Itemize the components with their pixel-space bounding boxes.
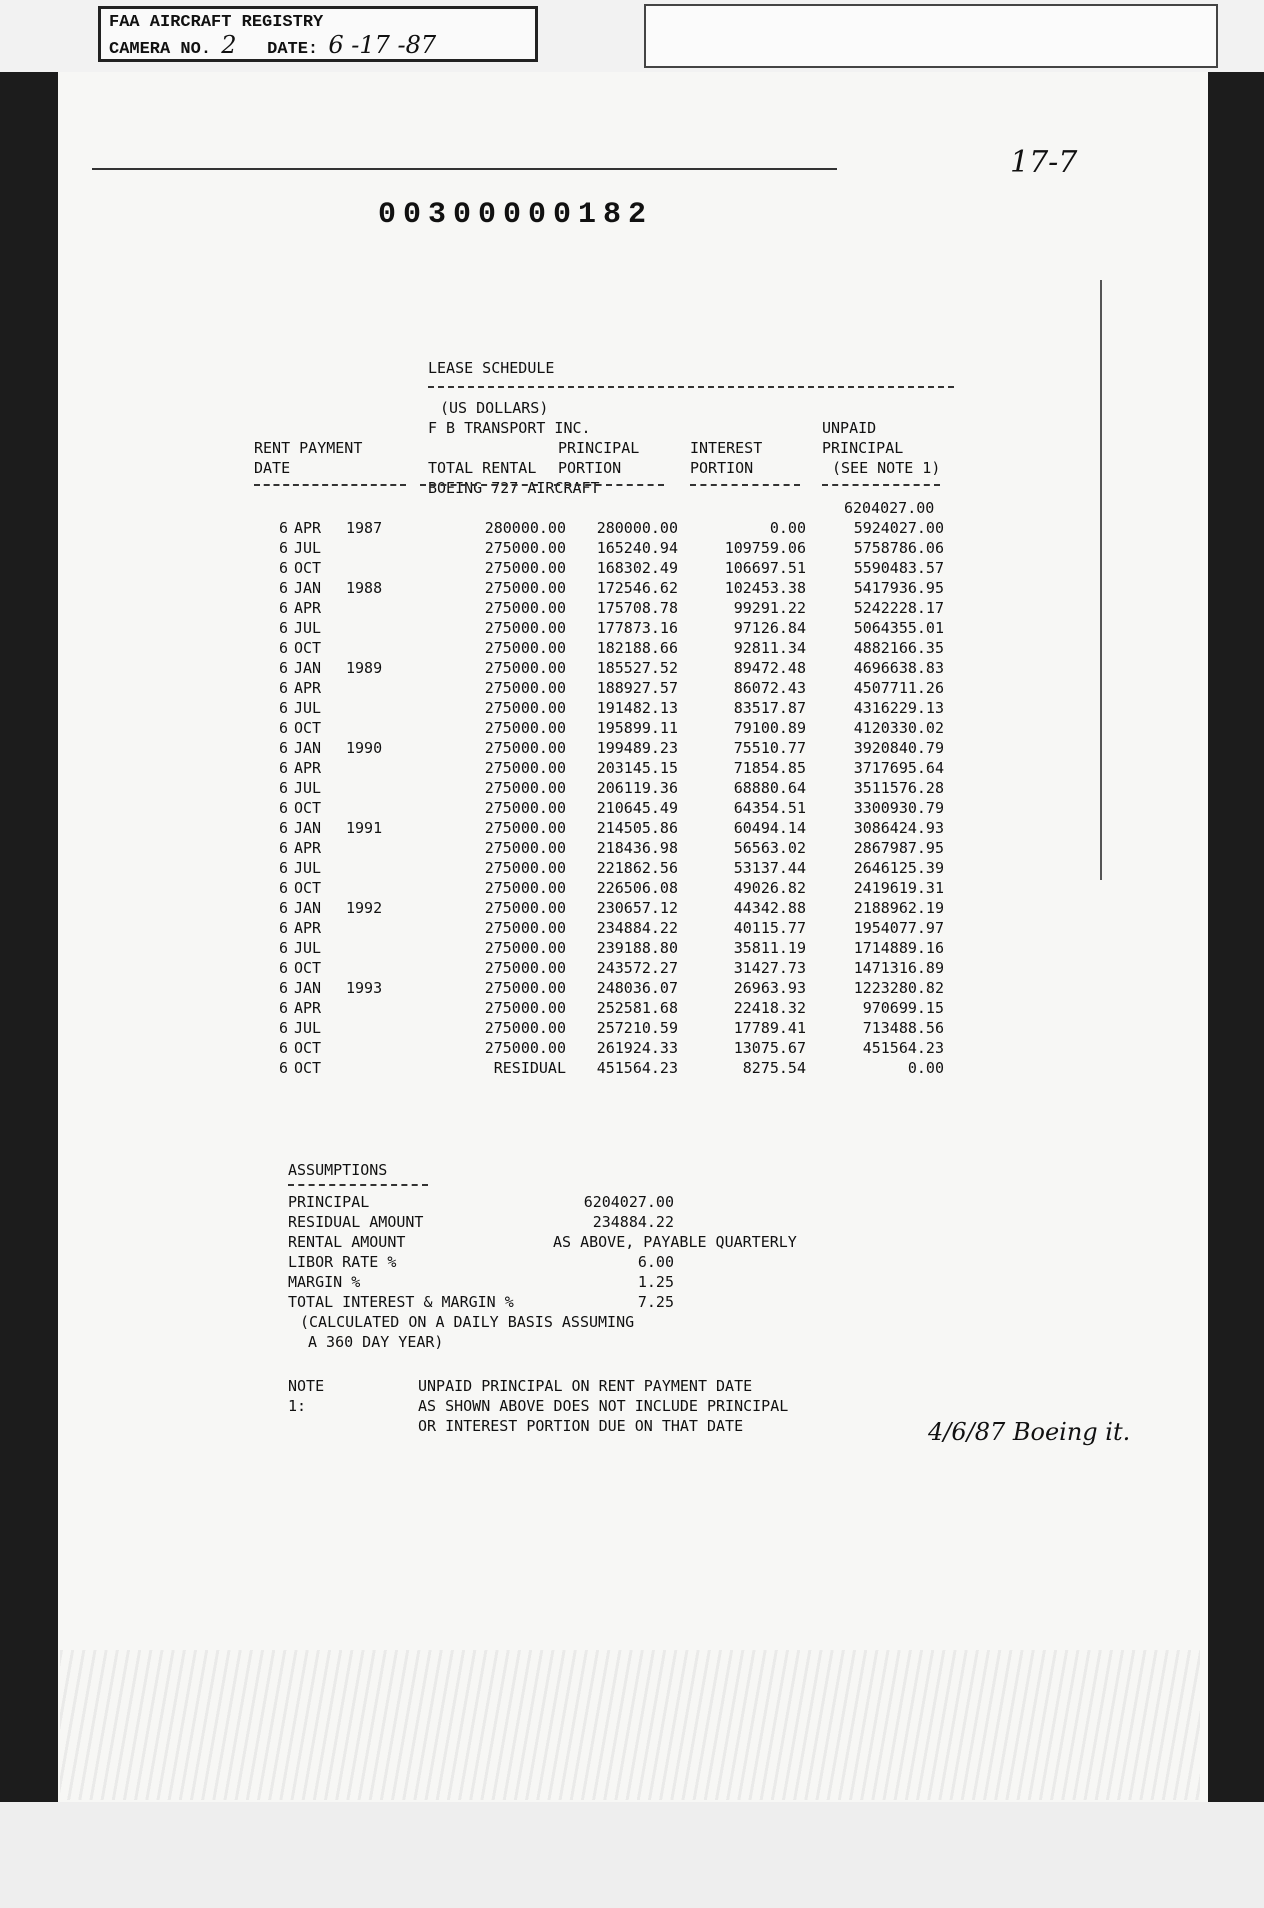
principal-portion: 280000.00 bbox=[596, 519, 678, 537]
interest-portion: 8275.54 bbox=[742, 1059, 806, 1077]
payment-day: 6 bbox=[278, 779, 288, 797]
total-rental: 275000.00 bbox=[484, 979, 566, 997]
total-rental: RESIDUAL bbox=[493, 1059, 566, 1077]
unpaid-principal: 5242228.17 bbox=[853, 599, 944, 617]
payment-month: APR bbox=[294, 599, 322, 617]
unpaid-principal: 1714889.16 bbox=[853, 939, 944, 957]
payment-day: 6 bbox=[278, 979, 288, 997]
payment-month: JUL bbox=[294, 1019, 322, 1037]
payment-year: 1987 bbox=[346, 519, 383, 537]
payment-month: OCT bbox=[294, 1059, 322, 1077]
payment-year: 1988 bbox=[346, 579, 383, 597]
payment-month: APR bbox=[294, 679, 322, 697]
total-rental: 275000.00 bbox=[484, 1019, 566, 1037]
payment-month: APR bbox=[294, 839, 322, 857]
unpaid-principal: 3300930.79 bbox=[853, 799, 944, 817]
interest-portion: 22418.32 bbox=[733, 999, 806, 1017]
principal-portion: 188927.57 bbox=[596, 679, 678, 697]
principal-portion: 185527.52 bbox=[596, 659, 678, 677]
header-unpaid-1: UNPAID bbox=[822, 419, 877, 437]
principal-portion: 214505.86 bbox=[596, 819, 678, 837]
unpaid-principal: 4507711.26 bbox=[853, 679, 944, 697]
interest-portion: 92811.34 bbox=[733, 639, 806, 657]
unpaid-principal: 1471316.89 bbox=[853, 959, 944, 977]
payment-month: JUL bbox=[294, 779, 322, 797]
unpaid-principal: 2419619.31 bbox=[853, 879, 944, 897]
total-rental: 275000.00 bbox=[484, 819, 566, 837]
assumption-row bbox=[288, 1292, 674, 1312]
unpaid-principal: 4120330.02 bbox=[853, 719, 944, 737]
unpaid-principal: 2646125.39 bbox=[853, 859, 944, 877]
payment-month: JUL bbox=[294, 699, 322, 717]
payment-day: 6 bbox=[278, 839, 288, 857]
payment-month: APR bbox=[294, 759, 322, 777]
rule-unpaid bbox=[822, 484, 940, 486]
interest-portion: 56563.02 bbox=[733, 839, 806, 857]
assumption-row bbox=[288, 1212, 674, 1232]
principal-portion: 172546.62 bbox=[596, 579, 678, 597]
assumptions-rule bbox=[288, 1184, 428, 1188]
payment-month: JAN bbox=[294, 979, 322, 997]
note-line: OR INTEREST PORTION DUE ON THAT DATE bbox=[418, 1417, 744, 1435]
assumption-value: 6.00 bbox=[637, 1253, 674, 1271]
payment-day: 6 bbox=[278, 639, 288, 657]
total-rental: 275000.00 bbox=[484, 899, 566, 917]
principal-portion: 206119.36 bbox=[596, 779, 678, 797]
payment-month: OCT bbox=[294, 879, 322, 897]
payment-year: 1989 bbox=[346, 659, 383, 677]
handwritten-corner-note: 17-7 bbox=[1010, 145, 1078, 180]
total-rental: 275000.00 bbox=[484, 679, 566, 697]
assumption-value: 7.25 bbox=[637, 1293, 674, 1311]
interest-portion: 106697.51 bbox=[724, 559, 806, 577]
principal-portion: 239188.80 bbox=[596, 939, 678, 957]
total-rental: 275000.00 bbox=[484, 959, 566, 977]
total-rental: 275000.00 bbox=[484, 799, 566, 817]
payment-day: 6 bbox=[278, 759, 288, 777]
note-line: AS SHOWN ABOVE DOES NOT INCLUDE PRINCIPAL bbox=[418, 1397, 789, 1415]
assumption-row bbox=[288, 1272, 674, 1292]
unpaid-principal: 3717695.64 bbox=[853, 759, 944, 777]
total-rental: 280000.00 bbox=[484, 519, 566, 537]
assumption-label: PRINCIPAL bbox=[288, 1193, 370, 1211]
interest-portion: 0.00 bbox=[769, 519, 806, 537]
interest-portion: 109759.06 bbox=[724, 539, 806, 557]
interest-portion: 79100.89 bbox=[733, 719, 806, 737]
payment-day: 6 bbox=[278, 879, 288, 897]
unpaid-principal: 4882166.35 bbox=[853, 639, 944, 657]
payment-month: APR bbox=[294, 519, 322, 537]
interest-portion: 17789.41 bbox=[733, 1019, 806, 1037]
payment-month: OCT bbox=[294, 639, 322, 657]
principal-portion: 451564.23 bbox=[596, 1059, 678, 1077]
assumption-value: 1.25 bbox=[637, 1273, 674, 1291]
bottom-strip bbox=[0, 1802, 1264, 1908]
interest-portion: 53137.44 bbox=[733, 859, 806, 877]
total-rental: 275000.00 bbox=[484, 719, 566, 737]
payment-month: OCT bbox=[294, 719, 322, 737]
note-label: NOTE 1: bbox=[288, 1377, 325, 1415]
schedule-title: LEASE SCHEDULE bbox=[428, 359, 555, 377]
header-total-rental: TOTAL RENTAL bbox=[428, 459, 537, 477]
camera-label: CAMERA NO. bbox=[109, 40, 212, 59]
assumption-row bbox=[288, 1232, 797, 1252]
total-rental: 275000.00 bbox=[484, 839, 566, 857]
payment-day: 6 bbox=[278, 919, 288, 937]
total-rental: 275000.00 bbox=[484, 619, 566, 637]
payment-day: 6 bbox=[278, 1019, 288, 1037]
principal-portion: 221862.56 bbox=[596, 859, 678, 877]
unpaid-principal: 2188962.19 bbox=[853, 899, 944, 917]
unpaid-principal: 4316229.13 bbox=[853, 699, 944, 717]
header-unpaid-3: (SEE NOTE 1) bbox=[832, 459, 941, 477]
total-rental: 275000.00 bbox=[484, 879, 566, 897]
principal-portion: 261924.33 bbox=[596, 1039, 678, 1057]
document-number: 00300000182 bbox=[378, 198, 654, 232]
unpaid-principal: 3920840.79 bbox=[853, 739, 944, 757]
total-rental: 275000.00 bbox=[484, 579, 566, 597]
payment-month: JAN bbox=[294, 579, 322, 597]
currency-label: (US DOLLARS) bbox=[440, 399, 549, 417]
payment-month: JUL bbox=[294, 859, 322, 877]
assumption-label: LIBOR RATE % bbox=[288, 1253, 397, 1271]
total-rental: 275000.00 bbox=[484, 859, 566, 877]
unpaid-principal: 2867987.95 bbox=[853, 839, 944, 857]
total-rental: 275000.00 bbox=[484, 559, 566, 577]
principal-portion: 210645.49 bbox=[596, 799, 678, 817]
total-rental: 275000.00 bbox=[484, 939, 566, 957]
principal-portion: 191482.13 bbox=[596, 699, 678, 717]
total-rental: 275000.00 bbox=[484, 739, 566, 757]
payment-month: JUL bbox=[294, 939, 322, 957]
header-interest-1: INTEREST bbox=[690, 439, 763, 457]
payment-month: APR bbox=[294, 919, 322, 937]
total-rental: 275000.00 bbox=[484, 599, 566, 617]
rule-interest bbox=[690, 484, 800, 486]
payment-year: 1991 bbox=[346, 819, 383, 837]
assumption-value: AS ABOVE, PAYABLE QUARTERLY bbox=[553, 1233, 797, 1251]
payment-day: 6 bbox=[278, 679, 288, 697]
payment-day: 6 bbox=[278, 939, 288, 957]
principal-portion: 230657.12 bbox=[596, 899, 678, 917]
assumption-label: MARGIN % bbox=[288, 1273, 361, 1291]
unpaid-principal: 3086424.93 bbox=[853, 819, 944, 837]
stamp-camera-line bbox=[109, 31, 527, 61]
payment-month: APR bbox=[294, 999, 322, 1017]
payment-day: 6 bbox=[278, 1059, 288, 1077]
rule-total bbox=[420, 484, 538, 486]
payment-month: JAN bbox=[294, 899, 322, 917]
stamp-date: 6 -17 -87 bbox=[328, 31, 437, 59]
schedule-company: F B TRANSPORT INC. bbox=[428, 419, 591, 437]
payment-month: JAN bbox=[294, 739, 322, 757]
date-label: DATE: bbox=[267, 40, 319, 59]
total-rental: 275000.00 bbox=[484, 659, 566, 677]
payment-day: 6 bbox=[278, 539, 288, 557]
assumption-value: 6204027.00 bbox=[583, 1193, 674, 1211]
interest-portion: 60494.14 bbox=[733, 819, 806, 837]
principal-portion: 203145.15 bbox=[596, 759, 678, 777]
page-edge-line bbox=[92, 168, 837, 170]
interest-portion: 97126.84 bbox=[733, 619, 806, 637]
interest-portion: 86072.43 bbox=[733, 679, 806, 697]
payment-month: OCT bbox=[294, 559, 322, 577]
payment-month: JAN bbox=[294, 659, 322, 677]
unpaid-principal: 3511576.28 bbox=[853, 779, 944, 797]
interest-portion: 44342.88 bbox=[733, 899, 806, 917]
unpaid-principal: 713488.56 bbox=[862, 1019, 944, 1037]
unpaid-principal: 5417936.95 bbox=[853, 579, 944, 597]
registry-stamp bbox=[98, 6, 538, 62]
interest-portion: 31427.73 bbox=[733, 959, 806, 977]
payment-month: JUL bbox=[294, 619, 322, 637]
total-rental: 275000.00 bbox=[484, 639, 566, 657]
assumption-label: RESIDUAL AMOUNT bbox=[288, 1213, 424, 1231]
header-principal-1: PRINCIPAL bbox=[558, 439, 640, 457]
payment-day: 6 bbox=[278, 559, 288, 577]
payment-day: 6 bbox=[278, 819, 288, 837]
payment-day: 6 bbox=[278, 1039, 288, 1057]
payment-month: OCT bbox=[294, 959, 322, 977]
assumption-row bbox=[288, 1252, 674, 1272]
handwritten-signature: 4/6/87 Boeing it. bbox=[928, 1418, 1131, 1446]
interest-portion: 102453.38 bbox=[724, 579, 806, 597]
scan-noise bbox=[60, 1650, 1200, 1800]
header-principal-2: PORTION bbox=[558, 459, 622, 477]
payment-month: OCT bbox=[294, 1039, 322, 1057]
total-rental: 275000.00 bbox=[484, 539, 566, 557]
calc-note-2: A 360 DAY YEAR) bbox=[308, 1333, 444, 1351]
principal-portion: 218436.98 bbox=[596, 839, 678, 857]
camera-number: 2 bbox=[221, 31, 237, 59]
total-rental: 275000.00 bbox=[484, 699, 566, 717]
payment-day: 6 bbox=[278, 739, 288, 757]
principal-portion: 257210.59 bbox=[596, 1019, 678, 1037]
principal-portion: 199489.23 bbox=[596, 739, 678, 757]
principal-portion: 226506.08 bbox=[596, 879, 678, 897]
payment-year: 1993 bbox=[346, 979, 383, 997]
unpaid-principal: 970699.15 bbox=[862, 999, 944, 1017]
principal-portion: 234884.22 bbox=[596, 919, 678, 937]
header-unpaid-2: PRINCIPAL bbox=[822, 439, 904, 457]
opening-balance: 6204027.00 bbox=[844, 499, 935, 517]
assumption-row bbox=[288, 1192, 674, 1212]
payment-day: 6 bbox=[278, 659, 288, 677]
header-rent-1: RENT PAYMENT bbox=[254, 439, 363, 457]
total-rental: 275000.00 bbox=[484, 919, 566, 937]
interest-portion: 64354.51 bbox=[733, 799, 806, 817]
payment-month: JAN bbox=[294, 819, 322, 837]
assumptions-heading: ASSUMPTIONS bbox=[288, 1161, 388, 1179]
payment-day: 6 bbox=[278, 719, 288, 737]
blank-stamp-box bbox=[644, 4, 1218, 68]
unpaid-principal: 451564.23 bbox=[862, 1039, 944, 1057]
assumption-label: RENTAL AMOUNT bbox=[288, 1233, 406, 1251]
payment-day: 6 bbox=[278, 579, 288, 597]
interest-portion: 49026.82 bbox=[733, 879, 806, 897]
interest-portion: 83517.87 bbox=[733, 699, 806, 717]
interest-portion: 35811.19 bbox=[733, 939, 806, 957]
unpaid-principal: 5590483.57 bbox=[853, 559, 944, 577]
stamp-title: FAA AIRCRAFT REGISTRY bbox=[109, 13, 324, 32]
assumptions-block bbox=[288, 1160, 797, 1352]
assumption-value: 234884.22 bbox=[592, 1213, 674, 1231]
schedule-aircraft: BOEING 727 AIRCRAFT bbox=[428, 479, 600, 497]
rule-date bbox=[254, 484, 406, 486]
payment-year: 1992 bbox=[346, 899, 383, 917]
principal-portion: 248036.07 bbox=[596, 979, 678, 997]
payment-day: 6 bbox=[278, 699, 288, 717]
payment-day: 6 bbox=[278, 959, 288, 977]
principal-portion: 177873.16 bbox=[596, 619, 678, 637]
total-rental: 275000.00 bbox=[484, 1039, 566, 1057]
unpaid-principal: 1954077.97 bbox=[853, 919, 944, 937]
principal-portion: 175708.78 bbox=[596, 599, 678, 617]
payment-day: 6 bbox=[278, 519, 288, 537]
interest-portion: 99291.22 bbox=[733, 599, 806, 617]
payment-month: JUL bbox=[294, 539, 322, 557]
unpaid-principal: 0.00 bbox=[907, 1059, 944, 1077]
unpaid-principal: 5758786.06 bbox=[853, 539, 944, 557]
payment-day: 6 bbox=[278, 619, 288, 637]
payment-day: 6 bbox=[278, 899, 288, 917]
unpaid-principal: 1223280.82 bbox=[853, 979, 944, 997]
principal-portion: 165240.94 bbox=[596, 539, 678, 557]
total-rental: 275000.00 bbox=[484, 759, 566, 777]
interest-portion: 40115.77 bbox=[733, 919, 806, 937]
payment-year: 1990 bbox=[346, 739, 383, 757]
payment-day: 6 bbox=[278, 799, 288, 817]
margin-line bbox=[1100, 280, 1102, 880]
interest-portion: 71854.85 bbox=[733, 759, 806, 777]
interest-portion: 13075.67 bbox=[733, 1039, 806, 1057]
unpaid-principal: 5064355.01 bbox=[853, 619, 944, 637]
principal-portion: 243572.27 bbox=[596, 959, 678, 977]
unpaid-principal: 4696638.83 bbox=[853, 659, 944, 677]
unpaid-principal: 5924027.00 bbox=[853, 519, 944, 537]
interest-portion: 68880.64 bbox=[733, 779, 806, 797]
title-rule bbox=[428, 386, 954, 388]
payment-month: OCT bbox=[294, 799, 322, 817]
schedule-title-block bbox=[428, 318, 600, 518]
header-interest-2: PORTION bbox=[690, 459, 754, 477]
interest-portion: 26963.93 bbox=[733, 979, 806, 997]
payment-day: 6 bbox=[278, 859, 288, 877]
principal-portion: 168302.49 bbox=[596, 559, 678, 577]
calc-note-1: (CALCULATED ON A DAILY BASIS ASSUMING bbox=[300, 1313, 635, 1331]
principal-portion: 182188.66 bbox=[596, 639, 678, 657]
interest-portion: 75510.77 bbox=[733, 739, 806, 757]
note-line: UNPAID PRINCIPAL ON RENT PAYMENT DATE bbox=[418, 1377, 753, 1395]
total-rental: 275000.00 bbox=[484, 999, 566, 1017]
principal-portion: 195899.11 bbox=[596, 719, 678, 737]
payment-day: 6 bbox=[278, 599, 288, 617]
total-rental: 275000.00 bbox=[484, 779, 566, 797]
payment-day: 6 bbox=[278, 999, 288, 1017]
interest-portion: 89472.48 bbox=[733, 659, 806, 677]
rule-principal bbox=[554, 484, 664, 486]
principal-portion: 252581.68 bbox=[596, 999, 678, 1017]
assumption-label: TOTAL INTEREST & MARGIN % bbox=[288, 1293, 514, 1311]
header-rent-2: DATE bbox=[254, 459, 291, 477]
